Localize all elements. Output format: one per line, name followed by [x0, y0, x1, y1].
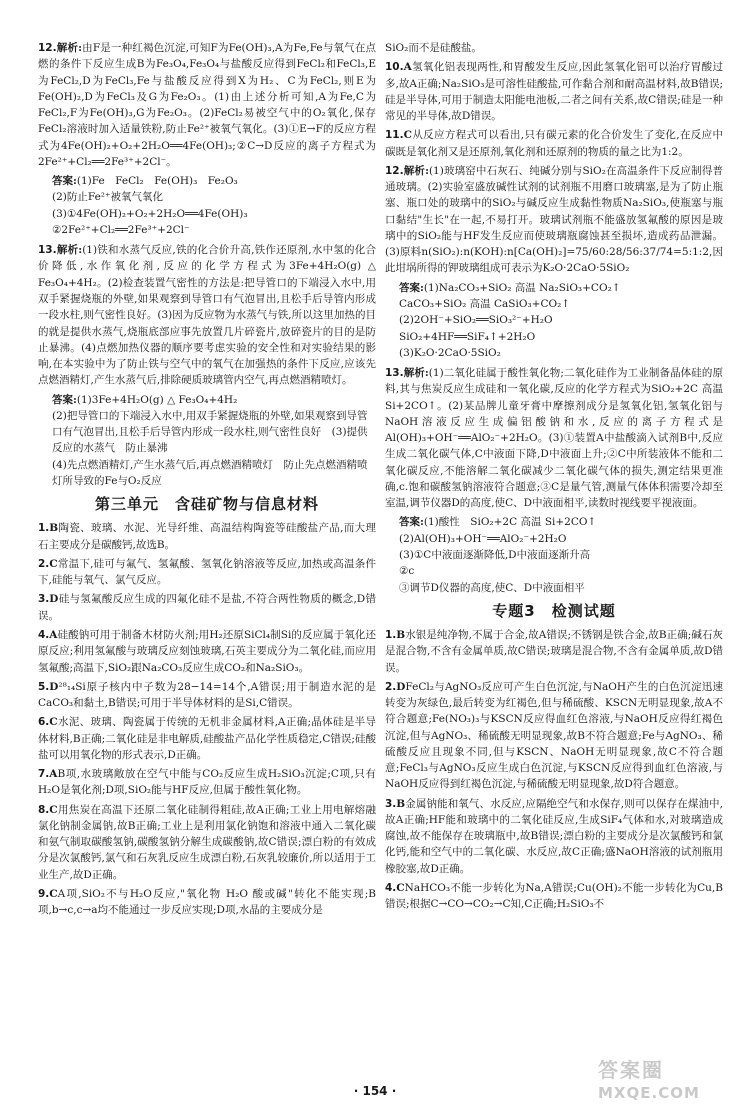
question-item: [385, 59, 723, 124]
explanation-text: ²⁸₁₄Si原子核内中子数为28−14=14个,A错误;用于制造水泥的是CaCO₃和黏土,B错误;可用于半导体材料的是Si,C错误。: [38, 680, 376, 710]
question-number: 12.: [38, 42, 57, 54]
answer-tag: C: [49, 888, 58, 900]
answer-first-line: [399, 514, 723, 530]
answer-block: [52, 173, 376, 238]
watermark-domain: MXQE.COM: [598, 1084, 700, 1102]
question-number: 7.: [38, 768, 50, 781]
question-item: [38, 591, 376, 624]
question-number: 3.: [38, 593, 50, 606]
explanation-text: 陶瓷、玻璃、水泥、光导纤维、高温结构陶瓷等硅酸盐产品,而大理石主要成分是碳酸钙,故选B。: [38, 522, 376, 551]
answer-label: 答案:: [399, 281, 424, 294]
question-item: [385, 163, 723, 277]
answer-line-text: (1)3Fe+4H₂O(g) △ Fe₃O₄+4H₂: [76, 393, 238, 406]
question-number: 1.: [385, 629, 397, 642]
answer-line: CaCO₃+SiO₂ 高温 CaSiO₃+CO₂↑: [399, 297, 571, 310]
question-item: [385, 796, 723, 877]
question-item: [385, 880, 723, 913]
answer-line: (4)先点燃酒精灯,产生水蒸气后,再点燃酒精喷灯 防止先点燃酒精喷灯所导致的Fe与O₂反应: [52, 458, 368, 487]
answer-tag: C: [403, 129, 412, 142]
answer-tag: C: [49, 557, 58, 570]
left-column: [38, 40, 376, 922]
question-item: [38, 886, 376, 919]
question-item: [385, 627, 723, 676]
question-number: 8.: [38, 803, 50, 816]
question-item: [38, 679, 376, 712]
answer-block: [52, 392, 376, 490]
answer-tag: B: [396, 629, 406, 642]
answer-first-line: [399, 280, 723, 296]
answer-tag: B: [396, 797, 406, 810]
question-item: [38, 520, 376, 553]
question-number: 4.: [38, 629, 50, 642]
answer-line: (2)Al(OH)₃+OH⁻══AlO₂⁻+2H₂O: [399, 532, 567, 545]
explanation-text: SiO₂而不是硅酸盐。: [385, 42, 482, 54]
answer-first-line: [52, 392, 376, 408]
question-item: [38, 802, 376, 883]
answer-line-text: (1)Fe FeCl₂ Fe(OH)₃ Fe₂O₃: [76, 175, 238, 188]
question-number: 10.: [385, 61, 404, 74]
question-number: 6.: [38, 716, 50, 729]
question-item: [38, 766, 376, 799]
answer-line: (2)把导管口的下端浸入水中,用双手紧握烧瓶的外壁,如果观察到导管口有气泡冒出,且松手后导管内形成一段水柱,则气密性良好 (3)提供反应的水蒸气 防止暴沸: [52, 409, 368, 455]
answer-label: 答案:: [399, 516, 424, 529]
answer-tag: C: [396, 882, 405, 894]
answer-tag: A: [403, 61, 412, 74]
question-item: [385, 679, 723, 793]
test-heading: 专题3 检测试题: [492, 601, 616, 620]
question-item: [38, 40, 376, 170]
answer-tag: 解析:: [56, 42, 82, 54]
question-number: 5.: [38, 680, 50, 693]
question-number: 13.: [38, 244, 57, 257]
explanation-text: (1)铁和水蒸气反应,铁的化合价升高,铁作还原剂,水中氢的化合价降低,水作氧化剂,反应的化学方程式为3Fe+4H₂O(g) △ Fe₃O₄+4H₂。(2)检查装置气密性的方法是:把导管口的下端浸入水中,用双手紧握烧瓶的外壁,如果观察到导管口有气泡冒出,且松手后导管内形成一段水柱,则气密性良好。(3)因为反应物为水蒸气与铁,所以这里加热的目的就是提供水蒸气,烧瓶底部应事先放置几片碎瓷片,放碎瓷片的目的是防止暴沸。(4)点燃加热仪器的顺序要考虑实验的安全性和对实验结果的影响,在本实验中为了防止铁与空气中的氧气在加强热的条件下反应,应该先点燃酒精灯,产生水蒸气后,排除硬质玻璃管内空气,再点燃酒精喷灯。: [38, 244, 376, 387]
question-number: 2.: [38, 557, 50, 570]
question-item: [385, 365, 723, 511]
question-item: [38, 714, 376, 763]
question-number: 4.: [385, 882, 397, 894]
answer-line: (3)K₂O·2CaO·5SiO₂: [399, 346, 501, 359]
answer-tag: D: [49, 680, 59, 693]
explanation-text: 水泥、玻璃、陶瓷属于传统的无机非金属材料,A正确;晶体硅是半导体材料,B正确;二氧化硅是非电解质,硅酸盐产品化学性质稳定,C错误;硅酸盐可以用氧化物的形式表示,D正确。: [38, 716, 376, 761]
page-number: · 154 ·: [353, 1084, 397, 1098]
answer-line: ②2Fe²⁺+Cl₂══2Fe³⁺+2Cl⁻: [52, 223, 190, 236]
answer-tag: 解析:: [56, 244, 83, 257]
answer-tag: A: [49, 768, 58, 781]
explanation-text: 氢氧化铝表现两性,和胃酸发生反应,因此氢氧化铝可以治疗胃酸过多,故A正确;Na₂SiO₃是可溶性硅酸盐,可作黏合剂和耐高温材料,故B错误;硅是半导体,可用于制造太阳能电池板,二者之间有关系,故C错误;硅是一种常见的半导体,故D错误。: [385, 61, 723, 123]
answer-tag: C: [49, 716, 58, 729]
answer-tag: D: [396, 680, 406, 693]
explanation-text: FeCl₂与AgNO₃反应可产生白色沉淀,与NaOH产生的白色沉淀迅速转变为灰绿色,最后转变为红褐色,但与稀硫酸、KSCN无明显现象,故A不符合题意;Fe(NO₃)₃与KSCN反应得血红色溶液,与NaOH反应得红褐色沉淀,但与AgNO₃、稀硫酸无明显现象,故B不符合题意;Fe与AgNO₃、稀硫酸反应且现象不同,但与KSCN、NaOH无明显现象,故C不符合题意;FeCl₃与AgNO₃反应生成白色沉淀,与KSCN反应得到血红色溶液,与NaOH反应得到红褐色沉淀,与稀硫酸无明显现象,故D符合题意。: [385, 680, 723, 791]
explanation-text: NaHCO₃不能一步转化为Na,A错误;Cu(OH)₂不能一步转化为Cu,B错误;根据C→CO→CO₂→C知,C正确;H₂SiO₃不: [385, 882, 723, 911]
answer-line: ③调节D仪器的高度,使C、D中液面相平: [399, 581, 585, 594]
question-number: 13.: [385, 367, 404, 380]
answer-line: (2)2OH⁻+SiO₂══SiO₃²⁻+H₂O: [399, 314, 553, 327]
explanation-text: B项,水玻璃敞放在空气中能与CO₂反应生成H₂SiO₃沉淀;C项,只有H₂O是氧化剂;D项,SiO₂能与HF反应,但属于酸性氧化物。: [38, 768, 376, 797]
question-number: 2.: [385, 680, 397, 693]
question-number: 12.: [385, 164, 404, 177]
answer-first-line: [52, 173, 376, 189]
question-item: [385, 40, 723, 56]
answer-line: ②c: [399, 565, 415, 578]
answer-tag: 解析:: [403, 164, 429, 177]
question-number: 1.: [38, 522, 50, 535]
answer-tag: D: [49, 593, 59, 606]
answer-label: 答案:: [52, 393, 77, 406]
answer-tag: C: [49, 803, 58, 816]
answer-block: [399, 280, 723, 361]
explanation-text: 用焦炭在高温下还原二氧化硅制得粗硅,故A正确;工业上用电解熔融氯化钠制金属钠,故B正确;工业上是利用氯化钠饱和溶液中通入二氧化碳和氨气制取碳酸氢钠,碳酸氢钠分解生成碳酸钠,故C错误;漂白粉的有效成分是次氯酸钙,氯气和石灰乳反应生成漂白粉,石灰乳较廉价,所以适用于工业生产,故D正确。: [38, 803, 376, 881]
explanation-text: 金属钠能和氧气、水反应,应隔绝空气和水保存,则可以保存在煤油中,故A正确;HF能和玻璃中的二氧化硅反应,生成SiF₄气体和水,对玻璃造成腐蚀,故不能保存在玻璃瓶中,故B错误;漂白粉的主要成分是次氯酸钙和氯化钙,能和空气中的二氧化碳、水反应,故C正确;盛NaOH溶液的试剂瓶用橡胶塞,故D正确。: [385, 797, 723, 875]
answer-line: (3)①C中液面逐渐降低,D中液面逐渐升高: [399, 548, 591, 561]
question-item: [38, 556, 376, 589]
answer-line-text: (1)Na₂CO₃+SiO₂ 高温 Na₂SiO₃+CO₂↑: [423, 281, 621, 294]
explanation-text: 由F是一种红褐色沉淀,可知F为Fe(OH)₃,A为Fe,Fe与氧气在点燃的条件下反应生成B为Fe₃O₄,Fe₃O₄与盐酸反应得到FeCl₂和FeCl₃,E为FeCl₂,D为FeCl₃,Fe与盐酸反应得到X为H₂、C为FeCl₂,则E为Fe(OH)₂,D为FeCl₃及G为Fe₂O₃。(1)由上述分析可知,A为Fe,C为FeCl₂,F为Fe(OH)₃,G为Fe₂O₃。(2)FeCl₂易被空气中的O₂氧化,保存FeCl₂溶液时加入适量铁粉,防止Fe²⁺被氧气氧化。(3)①E→F的反应方程式为4Fe(OH)₂+O₂+2H₂O══4Fe(OH)₃;②C→D反应的离子方程式为2Fe²⁺+Cl₂══2Fe³⁺+2Cl⁻。: [38, 42, 376, 168]
site-watermark: [598, 1055, 738, 1102]
watermark-logo-text: 答案圈: [598, 1058, 664, 1082]
question-item: [38, 242, 376, 388]
question-item: [38, 627, 376, 676]
question-number: 9.: [38, 888, 50, 900]
explanation-text: A项,SiO₂不与H₂O反应,"氧化物 H₂O 酸或碱"转化不能实现;B项,b→c,c→a均不能通过一步反应实现;D项,水晶的主要成分是: [38, 888, 376, 917]
question-number: 11.: [385, 129, 404, 142]
answer-line-text: (1)酸性 SiO₂+2C 高温 Si+2CO↑: [423, 516, 597, 529]
answer-line: (3)①4Fe(OH)₂+O₂+2H₂O══4Fe(OH)₃: [52, 207, 248, 220]
unit-heading: 第三单元 含硅矿物与信息材料: [94, 495, 319, 514]
right-column: [385, 40, 723, 916]
explanation-text: 水银是纯净物,不属于合金,故A错误;不锈钢是铁合金,故B正确;碱石灰是混合物,不含有金属单质,故C错误;玻璃是混合物,不含有金属单质,故D错误。: [385, 629, 723, 674]
question-number: 3.: [385, 797, 397, 810]
answer-line: SiO₂+4HF══SiF₄↑+2H₂O: [399, 330, 536, 343]
explanation-text: 硅与氢氟酸反应生成的四氟化硅不是盐,不符合两性物质的概念,D错误。: [38, 593, 376, 622]
answer-tag: 解析:: [403, 367, 429, 380]
answer-label: 答案:: [52, 175, 77, 188]
explanation-text: 常温下,硅可与氟气、氢氟酸、氢氧化钠溶液等反应,加热或高温条件下,硅能与氧气、氯气反应。: [38, 557, 376, 587]
answer-tag: A: [49, 629, 58, 642]
explanation-text: (1)玻璃窑中石灰石、纯碱分别与SiO₂在高温条件下反应制得普通玻璃。(2)实验室盛放碱性试剂的试剂瓶不用磨口玻璃塞,是为了防止瓶塞、瓶口处的玻璃中的SiO₂与碱反应生成黏性物质Na₂SiO₃,使瓶塞与瓶口黏结"生长"在一起,不易打开。玻璃试剂瓶不能盛放氢氟酸的原因是玻璃中的SiO₂能与HF发生反应而使玻璃瓶腐蚀甚至损坏,造成药品泄漏。(3)原料n(SiO₂):n(KOH):n[Ca(OH)₂]=75/60:28/56:37/74=5:1:2,因此坩埚所得的钾玻璃组成可表示为K₂O·2CaO·5SiO₂: [385, 164, 723, 275]
explanation-text: 硅酸钠可用于制备木材防火剂;用H₂还原SiCl₄制Si的反应属于氧化还原反应;利用氢氟酸与玻璃反应刻蚀玻璃,石英主要成分为二氧化硅,而应用氢氟酸;高温下,SiO₂跟Na₂CO₃反应生成CO₂和Na₂SiO₃。: [38, 629, 376, 674]
answer-tag: B: [49, 522, 59, 535]
answer-block: [399, 514, 723, 595]
question-item: [385, 127, 723, 160]
answer-line: (2)防止Fe²⁺被氧气氧化: [52, 191, 164, 204]
explanation-text: (1)二氧化硅属于酸性氧化物;二氧化硅作为工业制备晶体硅的原料,其与焦炭反应生成硅和一氧化碳,反应的化学方程式为SiO₂+2C 高温 Si+2CO↑。(2)某品牌儿童牙膏中摩擦剂成分是氢氧化铝,氢氧化铝与NaOH溶液反应生成偏铝酸钠和水,反应的离子方程式是Al(OH)₃+OH⁻══AlO₂⁻+2H₂O。(3)①装置A中盐酸滴入试剂B中,反应生成二氧化碳气体,C中液面下降,D中液面上升;②C中所装液体不能和二氧化碳反应,不能溶解二氧化碳减少二氧化碳气体的损失,测定结果更准确,c.饱和碳酸氢钠溶液符合题意;③C是量气管,测量气体体积需要冷却至室温,调节仪器D的高度,使C、D中液面相平,读数时视线要平视液面。: [385, 367, 723, 510]
explanation-text: 从反应方程式可以看出,只有碳元素的化合价发生了变化,在反应中碳既是氧化剂又是还原剂,氧化剂和还原剂的物质的量之比为1:2。: [385, 129, 723, 158]
